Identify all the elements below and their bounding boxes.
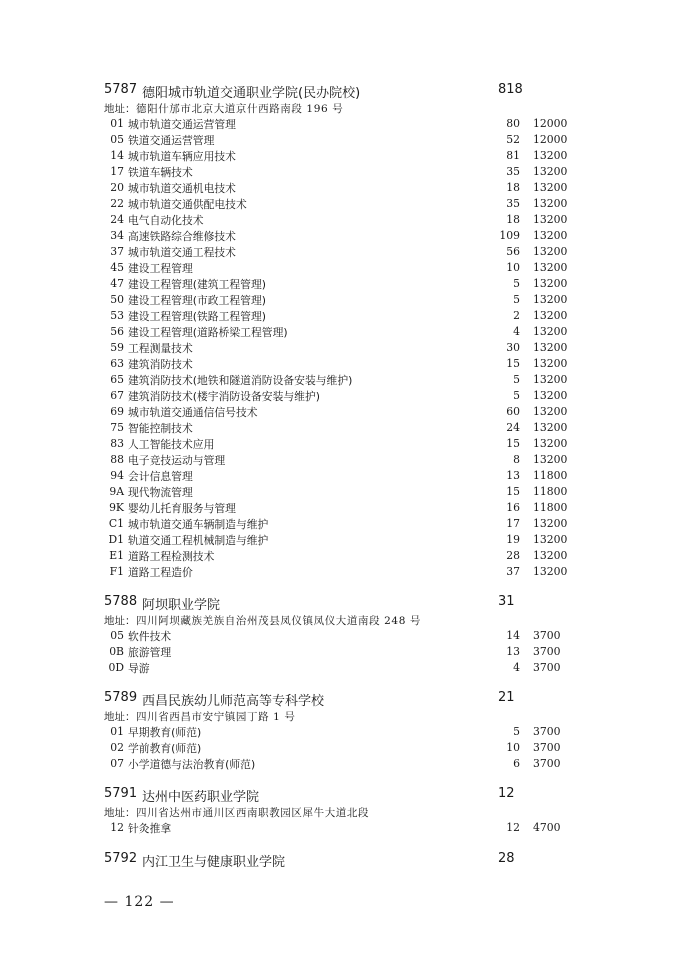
major-code: 02 xyxy=(110,741,124,754)
major-code: 50 xyxy=(110,293,124,306)
major-name: 城市轨道交通通信信号技术 xyxy=(128,406,258,419)
major-row xyxy=(0,388,680,404)
major-code: 56 xyxy=(110,325,124,338)
major-row xyxy=(0,724,680,740)
major-fee: 13200 xyxy=(533,165,568,178)
major-row xyxy=(0,564,680,580)
major-row xyxy=(0,740,680,756)
major-row xyxy=(0,116,680,132)
address-value: 四川省西昌市安宁镇园丁路 1 号 xyxy=(136,711,296,723)
major-code: 67 xyxy=(110,389,124,402)
major-row xyxy=(0,228,680,244)
major-fee: 13200 xyxy=(533,389,568,402)
school-block xyxy=(0,80,680,580)
major-fee: 13200 xyxy=(533,229,568,242)
major-quota: 18 xyxy=(506,213,520,226)
major-quota: 30 xyxy=(506,341,520,354)
major-quota: 14 xyxy=(506,629,520,642)
major-code: 07 xyxy=(110,757,124,770)
major-name: 会计信息管理 xyxy=(128,470,193,483)
major-fee: 13200 xyxy=(533,517,568,530)
major-name: 婴幼儿托育服务与管理 xyxy=(128,502,236,515)
major-fee: 11800 xyxy=(533,485,568,498)
major-name: 建筑消防技术(楼宇消防设备安装与维护) xyxy=(128,390,320,403)
major-fee: 3700 xyxy=(533,757,561,770)
major-code: 14 xyxy=(110,149,124,162)
major-name: 现代物流管理 xyxy=(128,486,193,499)
major-fee: 3700 xyxy=(533,645,561,658)
major-fee: 13200 xyxy=(533,245,568,258)
major-quota: 81 xyxy=(506,149,520,162)
major-quota: 80 xyxy=(506,117,520,130)
address-label: 地址： xyxy=(104,615,136,627)
major-quota: 60 xyxy=(506,405,520,418)
major-quota: 5 xyxy=(513,373,520,386)
major-name: 建设工程管理(市政工程管理) xyxy=(128,294,266,307)
major-name: 道路工程造价 xyxy=(128,566,193,579)
major-row xyxy=(0,628,680,644)
major-fee: 3700 xyxy=(533,661,561,674)
address-label: 地址： xyxy=(104,711,136,723)
major-code: 53 xyxy=(110,309,124,322)
major-name: 建设工程管理(铁路工程管理) xyxy=(128,310,266,323)
major-name: 城市轨道交通运营管理 xyxy=(128,118,236,131)
major-code: 20 xyxy=(110,181,124,194)
major-code: 75 xyxy=(110,421,124,434)
major-row xyxy=(0,372,680,388)
major-quota: 19 xyxy=(506,533,520,546)
major-quota: 13 xyxy=(506,469,520,482)
major-quota: 5 xyxy=(513,277,520,290)
major-name: 建设工程管理(建筑工程管理) xyxy=(128,278,266,291)
major-name: 学前教育(师范) xyxy=(128,742,202,755)
major-quota: 13 xyxy=(506,645,520,658)
school-header xyxy=(0,592,680,612)
major-name: 轨道交通工程机械制造与维护 xyxy=(128,534,269,547)
major-row xyxy=(0,132,680,148)
major-row xyxy=(0,356,680,372)
major-name: 早期教育(师范) xyxy=(128,726,202,739)
major-code: 69 xyxy=(110,405,124,418)
major-fee: 13200 xyxy=(533,181,568,194)
school-header xyxy=(0,688,680,708)
major-row xyxy=(0,212,680,228)
major-name: 城市轨道交通机电技术 xyxy=(128,182,236,195)
major-row xyxy=(0,436,680,452)
major-code: 01 xyxy=(110,117,124,130)
major-row xyxy=(0,484,680,500)
school-block xyxy=(0,688,680,772)
address-label: 地址： xyxy=(104,807,136,819)
major-name: 电气自动化技术 xyxy=(128,214,204,227)
major-code: F1 xyxy=(109,565,124,578)
major-quota: 56 xyxy=(506,245,520,258)
major-name: 人工智能技术应用 xyxy=(128,438,215,451)
school-code: 5791 xyxy=(104,786,138,801)
major-row xyxy=(0,196,680,212)
major-name: 城市轨道交通供配电技术 xyxy=(128,198,247,211)
major-quota: 10 xyxy=(506,741,520,754)
major-name: 城市轨道车辆应用技术 xyxy=(128,150,236,163)
major-fee: 13200 xyxy=(533,421,568,434)
major-code: 12 xyxy=(110,821,124,834)
major-fee: 3700 xyxy=(533,741,561,754)
major-code: 88 xyxy=(110,453,124,466)
school-code: 5792 xyxy=(104,851,138,866)
major-code: 37 xyxy=(110,245,124,258)
school-block xyxy=(0,849,680,869)
major-code: 05 xyxy=(110,629,124,642)
major-code: E1 xyxy=(109,549,124,562)
major-row xyxy=(0,644,680,660)
major-code: D1 xyxy=(108,533,124,546)
major-row xyxy=(0,324,680,340)
major-name: 智能控制技术 xyxy=(128,422,193,435)
major-fee: 13200 xyxy=(533,549,568,562)
major-fee: 13200 xyxy=(533,149,568,162)
major-row xyxy=(0,292,680,308)
school-header xyxy=(0,849,680,869)
major-fee: 3700 xyxy=(533,725,561,738)
school-address xyxy=(0,100,680,116)
major-quota: 15 xyxy=(506,437,520,450)
major-fee: 12000 xyxy=(533,117,568,130)
major-code: C1 xyxy=(108,517,124,530)
major-quota: 35 xyxy=(506,197,520,210)
major-quota: 2 xyxy=(513,309,520,322)
major-fee: 11800 xyxy=(533,501,568,514)
major-fee: 13200 xyxy=(533,373,568,386)
school-header xyxy=(0,80,680,100)
major-quota: 10 xyxy=(506,261,520,274)
school-name: 阿坝职业学院 xyxy=(142,598,221,613)
major-quota: 5 xyxy=(513,389,520,402)
school-code: 5787 xyxy=(104,82,138,97)
major-quota: 24 xyxy=(506,421,520,434)
address-value: 德阳什邡市北京大道京什西路南段 196 号 xyxy=(136,103,344,115)
address-value: 四川省达州市通川区西南职教园区犀牛大道北段 xyxy=(136,807,370,819)
major-code: 0D xyxy=(108,661,124,674)
school-code: 5789 xyxy=(104,690,138,705)
major-code: 83 xyxy=(110,437,124,450)
major-code: 65 xyxy=(110,373,124,386)
major-row xyxy=(0,340,680,356)
major-name: 铁道车辆技术 xyxy=(128,166,193,179)
major-name: 旅游管理 xyxy=(128,646,172,659)
major-quota: 5 xyxy=(513,725,520,738)
school-address xyxy=(0,804,680,820)
major-quota: 8 xyxy=(513,453,520,466)
major-fee: 13200 xyxy=(533,213,568,226)
major-quota: 5 xyxy=(513,293,520,306)
major-fee: 13200 xyxy=(533,293,568,306)
major-row xyxy=(0,452,680,468)
major-fee: 13200 xyxy=(533,453,568,466)
major-row xyxy=(0,260,680,276)
major-name: 软件技术 xyxy=(128,630,172,643)
major-name: 小学道德与法治教育(师范) xyxy=(128,758,256,771)
major-quota: 28 xyxy=(506,549,520,562)
major-fee: 4700 xyxy=(533,821,561,834)
major-quota: 4 xyxy=(513,661,520,674)
major-row xyxy=(0,516,680,532)
major-quota: 37 xyxy=(506,565,520,578)
major-row xyxy=(0,500,680,516)
major-row xyxy=(0,308,680,324)
major-row xyxy=(0,420,680,436)
school-header xyxy=(0,784,680,804)
major-code: 94 xyxy=(110,469,124,482)
major-name: 建筑消防技术 xyxy=(128,358,193,371)
page-number: — 122 — xyxy=(104,894,175,910)
major-code: 24 xyxy=(110,213,124,226)
address-label: 地址： xyxy=(104,103,136,115)
major-code: 63 xyxy=(110,357,124,370)
major-name: 工程测量技术 xyxy=(128,342,193,355)
major-quota: 15 xyxy=(506,357,520,370)
major-quota: 15 xyxy=(506,485,520,498)
major-name: 城市轨道交通工程技术 xyxy=(128,246,236,259)
major-quota: 35 xyxy=(506,165,520,178)
major-quota: 4 xyxy=(513,325,520,338)
major-fee: 12000 xyxy=(533,133,568,146)
major-quota: 12 xyxy=(506,821,520,834)
major-fee: 3700 xyxy=(533,629,561,642)
major-row xyxy=(0,404,680,420)
school-total: 818 xyxy=(498,82,523,97)
major-quota: 109 xyxy=(499,229,520,242)
major-quota: 52 xyxy=(506,133,520,146)
major-row xyxy=(0,180,680,196)
school-name: 内江卫生与健康职业学院 xyxy=(142,855,286,870)
major-row xyxy=(0,468,680,484)
major-fee: 13200 xyxy=(533,309,568,322)
major-quota: 6 xyxy=(513,757,520,770)
major-fee: 13200 xyxy=(533,261,568,274)
major-name: 建设工程管理 xyxy=(128,262,193,275)
major-name: 建筑消防技术(地铁和隧道消防设备安装与维护) xyxy=(128,374,353,387)
major-fee: 13200 xyxy=(533,533,568,546)
major-name: 城市轨道交通车辆制造与维护 xyxy=(128,518,269,531)
major-quota: 16 xyxy=(506,501,520,514)
major-code: 05 xyxy=(110,133,124,146)
major-fee: 11800 xyxy=(533,469,568,482)
major-row xyxy=(0,276,680,292)
major-fee: 13200 xyxy=(533,405,568,418)
major-code: 22 xyxy=(110,197,124,210)
major-row xyxy=(0,548,680,564)
school-name: 西昌民族幼儿师范高等专科学校 xyxy=(142,694,325,709)
major-quota: 18 xyxy=(506,181,520,194)
major-code: 45 xyxy=(110,261,124,274)
major-row xyxy=(0,148,680,164)
major-name: 高速铁路综合维修技术 xyxy=(128,230,236,243)
major-code: 01 xyxy=(110,725,124,738)
school-address xyxy=(0,612,680,628)
school-total: 31 xyxy=(498,594,515,609)
major-code: 47 xyxy=(110,277,124,290)
major-name: 建设工程管理(道路桥梁工程管理) xyxy=(128,326,288,339)
major-row xyxy=(0,820,680,836)
major-code: 59 xyxy=(110,341,124,354)
major-fee: 13200 xyxy=(533,437,568,450)
major-row xyxy=(0,532,680,548)
major-name: 铁道交通运营管理 xyxy=(128,134,215,147)
school-total: 12 xyxy=(498,786,515,801)
school-code: 5788 xyxy=(104,594,138,609)
major-fee: 13200 xyxy=(533,277,568,290)
major-name: 道路工程检测技术 xyxy=(128,550,215,563)
school-total: 28 xyxy=(498,851,515,866)
major-fee: 13200 xyxy=(533,325,568,338)
major-code: 9A xyxy=(109,485,124,498)
major-code: 0B xyxy=(109,645,124,658)
major-name: 针灸推拿 xyxy=(128,822,172,835)
major-fee: 13200 xyxy=(533,357,568,370)
major-row xyxy=(0,244,680,260)
major-row xyxy=(0,756,680,772)
school-block xyxy=(0,592,680,676)
major-fee: 13200 xyxy=(533,341,568,354)
major-code: 17 xyxy=(110,165,124,178)
major-row xyxy=(0,660,680,676)
school-total: 21 xyxy=(498,690,515,705)
school-address xyxy=(0,708,680,724)
school-name: 德阳城市轨道交通职业学院(民办院校) xyxy=(142,86,361,101)
major-quota: 17 xyxy=(506,517,520,530)
school-name: 达州中医药职业学院 xyxy=(142,790,260,805)
major-name: 导游 xyxy=(128,662,150,675)
major-code: 34 xyxy=(110,229,124,242)
address-value: 四川阿坝藏族羌族自治州茂县凤仪镇凤仪大道南段 248 号 xyxy=(136,615,422,627)
major-name: 电子竞技运动与管理 xyxy=(128,454,226,467)
major-fee: 13200 xyxy=(533,565,568,578)
school-block xyxy=(0,784,680,836)
major-row xyxy=(0,164,680,180)
major-fee: 13200 xyxy=(533,197,568,210)
major-code: 9K xyxy=(109,501,124,514)
